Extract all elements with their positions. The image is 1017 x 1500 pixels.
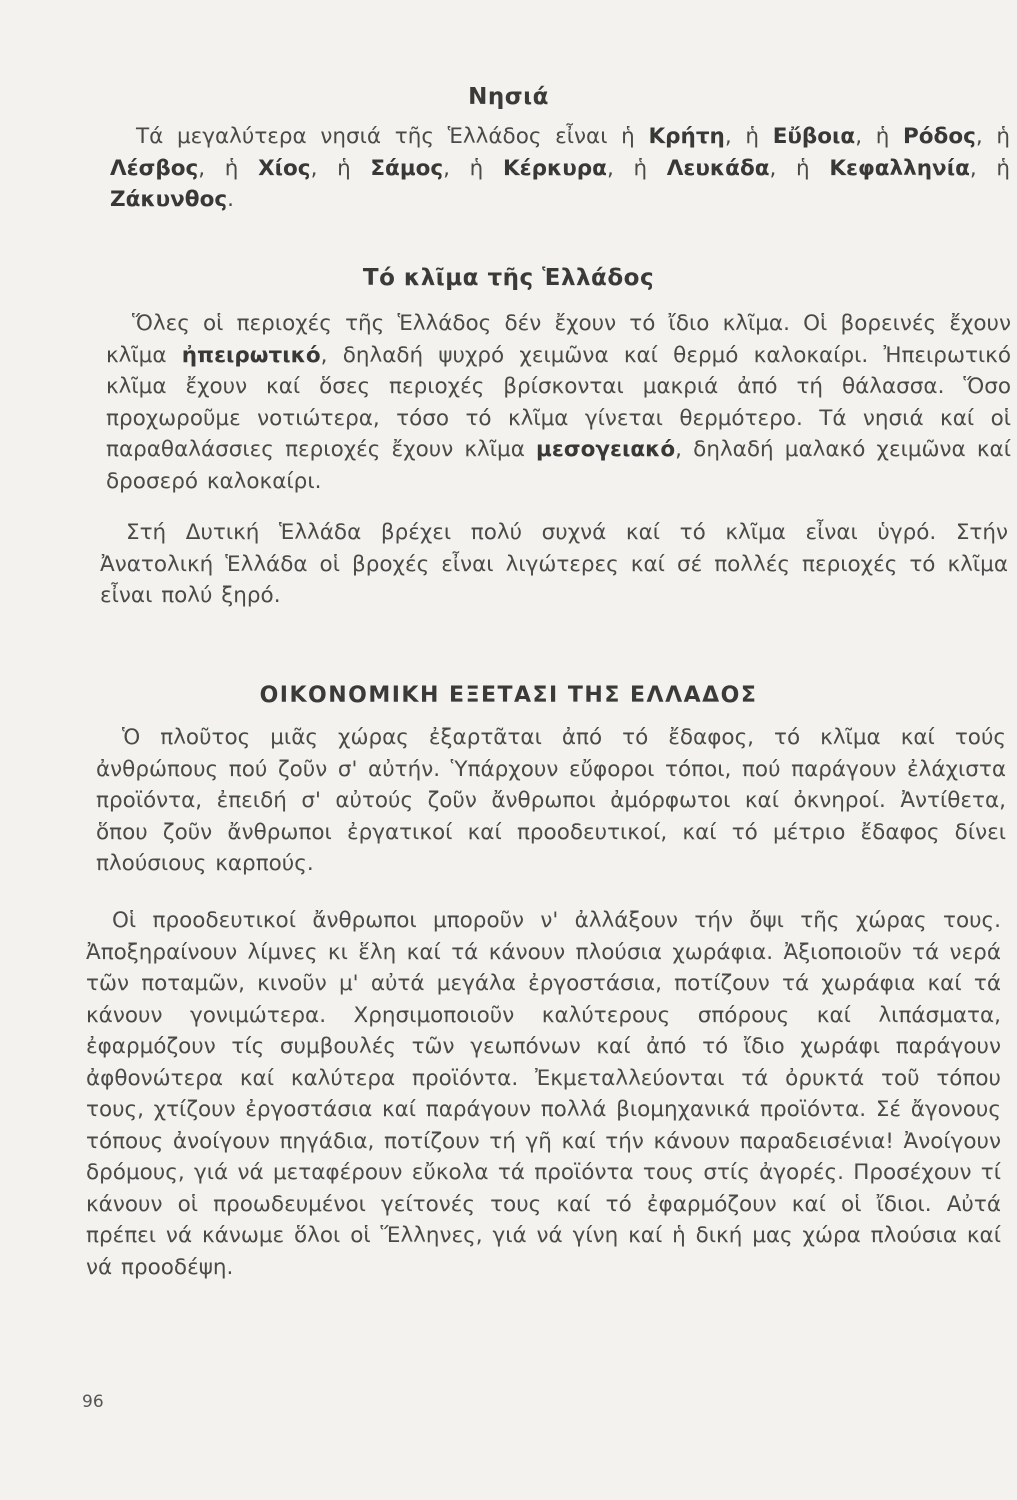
text-run: , δηλαδή ψυχρό χειμῶνα καί θερμό καλοκαίρι. Ἠπειρωτικό κλῖμα ἔχουν καί ὅσες περιοχές βρίσκονται μακριά ἀπό τή θάλασσα. Ὅσο προχωροῦμε νοτιώτερα, τόσο τό κλῖμα γίνεται θερμότερο. Τά νησιά καί οἱ παραθαλάσσιες περιοχές ἔχουν κλῖμα — [106, 342, 1011, 462]
economy-paragraph-2: Οἱ προοδευτικοί ἄνθρωποι μποροῦν ν' ἀλλάξουν τήν ὄψι τῆς χώρας τους. Ἀποξηραίνουν λίμνες κι ἕλη καί τά κάνουν πλούσια χωράφια. Ἀξιοποιοῦν τά νερά τῶν ποταμῶν, κινοῦν μ' αὐτά μεγάλα ἐργοστάσια, ποτίζουν τά χωράφια καί τά κάνουν γονιμώτερα. Χρησιμοποιοῦν καλύτερους σπόρους καί λιπάσματα, ἐφαρμόζουν τίς συμβουλές τῶν γεωπόνων καί ἀπό τό ἴδιο χωράφι παράγουν ἀφθονώτερα καί καλύτερα προϊόντα. Ἐκμεταλλεύονται τά ὀρυκτά τοῦ τόπου τους, χτίζουν ἐργοστάσια καί παράγουν πολλά βιομηχανικά προϊόντα. Σέ ἄγονους τόπους ἀνοίγουν πηγάδια, ποτίζουν τή γῆ καί τήν κάνουν παραδεισένια! Ἀνοίγουν δρόμους, γιά νά μεταφέρουν εὔκολα τά προϊόντα τους στίς ἀγορές. Προσέχουν τί κάνουν οἱ προωδευμένοι γείτονές τους καί τό ἐφαρμόζουν καί οἱ ἴδιοι. Αὐτά πρέπει νά κάνωμε ὅλοι οἱ Ἕλληνες, γιά νά γίνη καί ἡ δική μας χώρα πλούσια καί νά προοδέψη. — [86, 908, 1001, 1280]
text-run: , ἡ — [443, 155, 503, 181]
text-run: , ἡ — [724, 124, 773, 149]
text-run: , ἡ — [606, 155, 667, 181]
climate-heading: Τό κλῖμα τῆς Ἑλλάδος — [362, 265, 655, 291]
bold-term: Εὔβοια — [772, 124, 856, 149]
text-run: Τά μεγαλύτερα νησιά τῆς Ἑλλάδος εἶναι ἡ — [136, 124, 649, 149]
bold-term: Χίος — [258, 155, 311, 181]
bold-term: Κέρκυρα — [502, 155, 607, 181]
islands-paragraph — [110, 121, 1010, 216]
bold-term: Λέσβος — [110, 155, 199, 181]
bold-term: μεσογειακό — [536, 437, 676, 462]
economy-heading: ΟΙΚΟΝΟΜΙΚΗ ΕΞΕΤΑΣΙ ΤΗΣ ΕΛΛΑΔΟΣ — [259, 683, 758, 708]
islands-heading: Νησιά — [468, 84, 549, 110]
climate-paragraph-1 — [106, 308, 1011, 497]
bold-term: Κρήτη — [648, 124, 725, 149]
text-run: , ἡ — [769, 155, 830, 181]
page-number: 96 — [82, 1392, 104, 1412]
climate-paragraph-2: Στή Δυτική Ἑλλάδα βρέχει πολύ συχνά καί τό κλῖμα εἶναι ὑγρό. Στήν Ἀνατολική Ἑλλάδα οἱ βροχές εἶναι λιγώτερες καί σέ πολλές περιοχές τό κλῖμα εἶναι πολύ ξηρό. — [100, 520, 1008, 608]
bold-term: ἠπειρωτικό — [181, 342, 321, 368]
text-run: . — [227, 187, 234, 212]
bold-term: Λευκάδα — [666, 155, 770, 181]
bold-term: Ζάκυνθος — [110, 187, 228, 212]
text-run: Ὅλες οἱ περιοχές τῆς Ἑλλάδος δέν ἔχουν τό ἴδιο κλῖμα. Οἱ βορεινές ἔχουν κλῖμα — [106, 311, 1011, 368]
bold-term: Σάμος — [370, 155, 444, 181]
text-run: , ἡ — [975, 124, 1010, 149]
text-run: , ἡ — [855, 124, 904, 149]
text-run: , δηλαδή μαλακό χειμῶνα καί δροσερό καλοκαίρι. — [106, 437, 1011, 494]
bold-term: Ρόδος — [903, 124, 976, 149]
bold-term: Κεφαλληνία — [829, 155, 970, 181]
text-run: , ἡ — [198, 155, 259, 181]
text-run: , ἡ — [969, 155, 1010, 181]
economy-paragraph-1: Ὁ πλοῦτος μιᾶς χώρας ἐξαρτᾶται ἀπό τό ἔδαφος, τό κλῖμα καί τούς ἀνθρώπους πού ζοῦν σ' αὐτήν. Ὑπάρχουν εὔφοροι τόποι, πού παράγουν ἐλάχιστα προϊόντα, ἐπειδή σ' αὐτούς ζοῦν ἄνθρωποι ἀμόρφωτοι καί ὀκνηροί. Ἀντίθετα, ὅπου ζοῦν ἄνθρωποι ἐργατικοί καί προοδευτικοί, καί τό μέτριο ἔδαφος δίνει πλούσιους καρπούς. — [96, 725, 1006, 876]
text-run: , ἡ — [310, 155, 371, 181]
